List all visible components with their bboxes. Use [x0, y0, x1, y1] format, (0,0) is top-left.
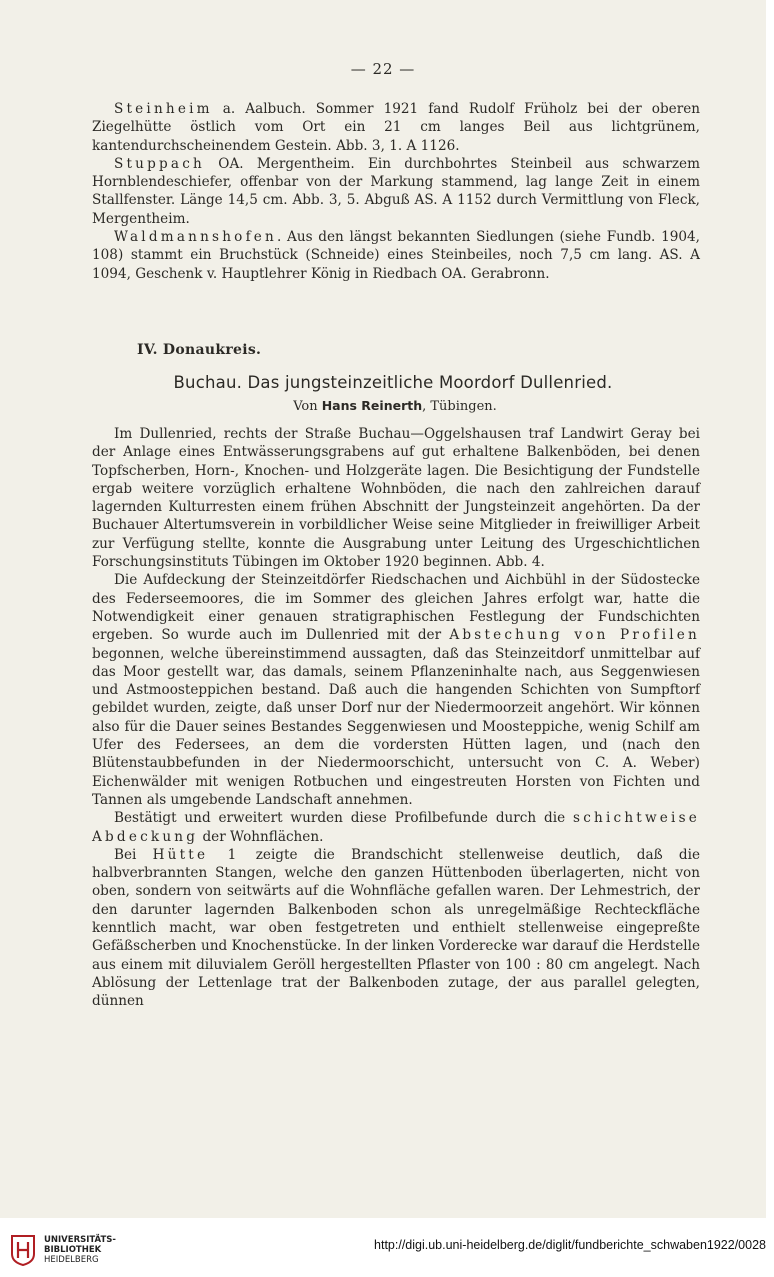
page-number: — 22 — [350, 60, 416, 78]
section-heading: IV. Donaukreis. [137, 342, 262, 358]
source-url-link[interactable]: http://digi.ub.uni-heidelberg.de/diglit/fundberichte_schwaben1922/0028 [374, 1238, 766, 1252]
place-name: Waldmannshofen [114, 229, 277, 246]
university-library-logo-icon [8, 1232, 38, 1266]
paragraph-text: Bestätigt und erweitert wurden diese Profilbefunde durch die [114, 810, 574, 827]
byline [0, 398, 774, 414]
library-line: UNIVERSITÄTS- [44, 1235, 116, 1245]
entry-text: a. Aalbuch. Sommer 1921 fand Rudolf Früholz bei der oberen Ziegelhütte östlich vom Ort ein 21 cm langes Beil aus lichtgrünem, kantendurchscheinendem Gestein. Abb. 3, 1. A 1126. [92, 101, 700, 154]
paragraph-text: begonnen, welche übereinstimmend aussagten, daß das Steinzeitdorf unmittelbar auf das Moor gestellt war, das damals, seinem Pflanzeninhalte nach, aus Seggenwiesen und Astmoosteppichen bestand. Daß auch die hangenden Schichten von Sumpftorf gebildet wurden, zeigte, daß unser Dorf nur der Niedermoorzeit angehört. Wir können also für die Dauer seines Bestandes Seggenwiesen und Moosteppiche, wenig Schilf am Ufer des Federsees, an dem die vordersten Hütten lagen, und (nach den Blütenstaubbefunden in der Niedermoorschicht, untersucht von C. A. Weber) Eichenwälder mit wenigen Rotbuchen und eingestreuten Horsten von Fichten und Tannen als umgebende Landschaft annehmen. [92, 645, 700, 808]
page-edge [766, 0, 774, 1218]
paragraph-text: Bei [114, 846, 153, 863]
article-body [92, 425, 700, 1011]
library-name [44, 1235, 116, 1265]
place-name: Steinheim [114, 101, 213, 117]
entry-steinheim [92, 100, 700, 155]
entry-text: . Aus den längst bekannten Siedlungen (siehe Fundb. 1904, 108) stammt ein Bruchstück (Schneide) eines Steinbeiles, noch 7,5 cm lang. AS. A 1094, Geschenk v. Hauptlehrer König in Riedbach OA. Gerabronn. [92, 229, 700, 282]
paragraph-text: Die Aufdeckung der Steinzeitdörfer Riedschachen und Aichbühl in der Südostecke des Federseemoores, die im Sommer des gleichen Jahres erfolgt war, hatte die Notwendigkeit einer genauen stratigraphischen Festlegung der Fundschichten ergeben. So wurde auch im Dullenried mit der [92, 572, 700, 644]
paragraph-text: der Wohnflächen. [198, 828, 324, 845]
article-title: Buchau. Das jungsteinzeitliche Moordorf Dullenried. [173, 373, 613, 392]
place-name: Stuppach [114, 155, 206, 172]
library-line: HEIDELBERG [44, 1255, 99, 1265]
emphasis-spaced: Abstechung von Profilen [449, 627, 700, 644]
author-name: Hans Reinerth [321, 398, 423, 413]
byline-suffix: , Tübingen. [422, 399, 497, 414]
footer-bar [0, 1218, 774, 1277]
paragraph [92, 846, 700, 1011]
entries-block [92, 100, 700, 283]
library-line: BIBLIOTHEK [44, 1245, 102, 1255]
entry-waldmannshofen [92, 228, 700, 283]
byline-prefix: Von [293, 399, 322, 414]
paragraph [92, 571, 700, 809]
entry-stuppach [92, 155, 700, 228]
emphasis-spaced: schichtweise Abdeckung [92, 810, 700, 845]
paragraph [92, 809, 700, 846]
paragraph-text: zeigte die Brandschicht stellenweise deutlich, daß die halbverbrannten Stangen, welche den ganzen Hüttenboden überlagerten, nicht von oben, sondern von seitwärts auf die Wohnfläche gefallen waren. Der Lehmestrich, der den darunter lagernden Balkenboden schon als unregelmäßige Rechteckfläche kenntlich macht, war oben festgetreten und enthielt stellenweise eingepreßte Gefäßscherben und Knochenstücke. In der linken Vorderecke war darauf die Herdstelle aus einem mit diluvialem Geröll hergestellten Pflaster von 100 : 80 cm angelegt. Nach Ablösung der Lettenlage trat der Balkenboden zutage, der aus parallel gelegten, dünnen [92, 846, 700, 1010]
entry-text: OA. Mergentheim. Ein durchbohrtes Steinbeil aus schwarzem Hornblendeschiefer, offenbar von der Markung stammend, lag lange Zeit in einem Stallfenster. Länge 14,5 cm. Abb. 3, 5. Abguß AS. A 1152 durch Vermittlung von Fleck, Mergentheim. [92, 155, 700, 227]
paragraph: Im Dullenried, rechts der Straße Buchau—Oggelshausen traf Landwirt Geray bei der Anlage eines Entwässerungsgrabens auf gut erhaltene Balkenböden, bei denen Topfscherben, Horn-, Knochen- und Holzgeräte lagen. Die Besichtigung der Fundstelle ergab weitere vorzüglich erhaltene Wohnböden, die nach den zahlreichen darauf lagernden Kulturresten einem frühen Abschnitt der Jungsteinzeit angehörten. Da der Buchauer Altertumsverein in vorbildlicher Weise seine Mitglieder in freiwilliger Arbeit zur Verfügung stellte, konnte die Ausgrabung unter Leitung des Urgeschichtlichen Forschungsinstituts Tübingen im Oktober 1920 beginnen. Abb. 4. [92, 426, 700, 571]
emphasis-spaced: Hütte 1 [152, 846, 240, 863]
